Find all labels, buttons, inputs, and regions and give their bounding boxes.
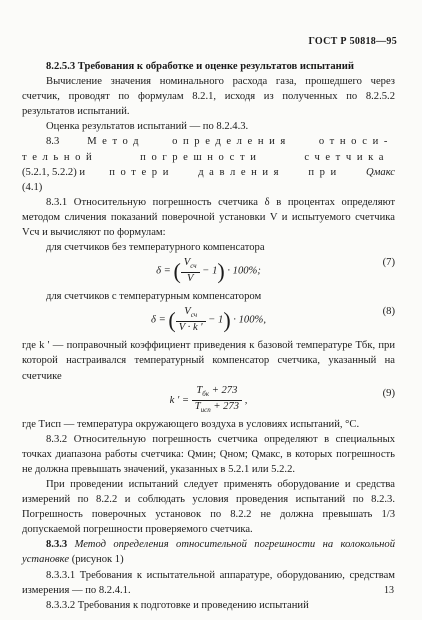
s83-q-max: Qмакс	[366, 166, 395, 178]
section-8-3-2-text-2: При проведении испытаний следует применять оборудование и средства измерений по 8.2.2 и соблюдать условия проведения испытаний по 8.2.3. Погрешность поверочных установок по 8.2.2 не должна превышать 1/3 допускаемой погрешности проверяемого счетчика.	[22, 478, 395, 536]
equation-9-number: (9)	[382, 387, 395, 399]
s83-word: тельной	[22, 151, 98, 163]
section-8-2-5-3-text: Вычисление значения номинального расхода газа, прошедшего через счетчик, проводят по формулам 8.2.1, исходя из полученных по 8.2.5.2 результатов испытаний.	[22, 76, 395, 118]
s833-number: 8.3.3	[46, 539, 68, 551]
s833-title: Метод определения относительной погрешности на колокольной установке	[22, 539, 395, 566]
s83-word: при	[308, 166, 342, 178]
s83-word: потери	[109, 166, 174, 178]
s83-reference: (5.2.1, 5.2.2) и	[22, 166, 86, 178]
section-8-2-5-3-evaluation: Оценка результатов испытаний — по 8.2.4.3.	[46, 121, 249, 133]
document-header: ГОСТ Р 50818—95	[308, 36, 397, 47]
s83-word: давления	[198, 166, 285, 178]
page-number: 13	[384, 584, 394, 596]
section-8-3-3-2-text: 8.3.3.2 Требования к подготовке и проведению испытаний	[46, 599, 309, 611]
page-body	[22, 59, 395, 613]
equation-7: δ = ( $\frac{V_{сч}}{V}$ − 1) · 100%; (7)	[156, 257, 395, 285]
equation-8-number: (8)	[382, 306, 395, 318]
section-8-3-3-heading	[22, 537, 395, 567]
section-8-3-1-text: 8.3.1 Относительную погрешность счетчика δ в процентах определяют методом сличения показаний поверочной установки V и испытуемого счетчика Vсч и вычисляют по формулам:	[22, 196, 395, 239]
equation-7-number: (7)	[382, 257, 395, 269]
section-8-3-heading	[22, 134, 395, 194]
section-8-2-5-3-heading: 8.2.5.3 Требования к обработке и оценке результатов испытаний	[46, 61, 354, 72]
s83-word: относи-	[318, 136, 393, 148]
section-8-3-2-text: 8.3.2 Относительную погрешность счетчика определяют в специальных точках диапазона работы счетчика: Qмин; Qном; Qмакс, в которых погрешность не должна превышать значений, указанных в 5.2.1 или 5.2.2.	[22, 433, 395, 475]
no-compensator-label: для счетчиков без температурного компенсатора	[46, 242, 265, 254]
equation-8: δ = ( $\frac{V_{сч}}{V \cdot k '}$ − 1) · 100%, (8)	[151, 306, 395, 334]
with-compensator-label: для счетчиков с температурным компенсатором	[46, 291, 262, 303]
s83-word: счетчика	[304, 151, 389, 163]
s83-word: Метод	[87, 136, 145, 148]
t-isp-definition: где Tисп — температура окружающего воздуха в условиях испытаний, °С.	[22, 418, 360, 430]
s833-tail: (рисунок 1)	[71, 554, 124, 566]
equation-9: k ' = $\frac{T_{бк} + 273}{T_{исп} + 273}$ , (9)	[169, 384, 395, 414]
s83-number: 8.3	[46, 136, 60, 148]
k-prime-definition: где k ' — поправочный коэффициент приведения к базовой температуре Tбк, при которой настраивался температурный компенсатор счетчика, указанный на счетчике	[22, 340, 395, 382]
s83-word: погрешности	[140, 151, 262, 163]
s83-word: определения	[172, 136, 291, 148]
s83-tail: (4.1)	[22, 181, 43, 193]
section-8-3-3-1-text: 8.3.3.1 Требования к испытательной аппаратуре, оборудованию, средствам измерения — по 8.2.4.1.	[22, 569, 395, 596]
